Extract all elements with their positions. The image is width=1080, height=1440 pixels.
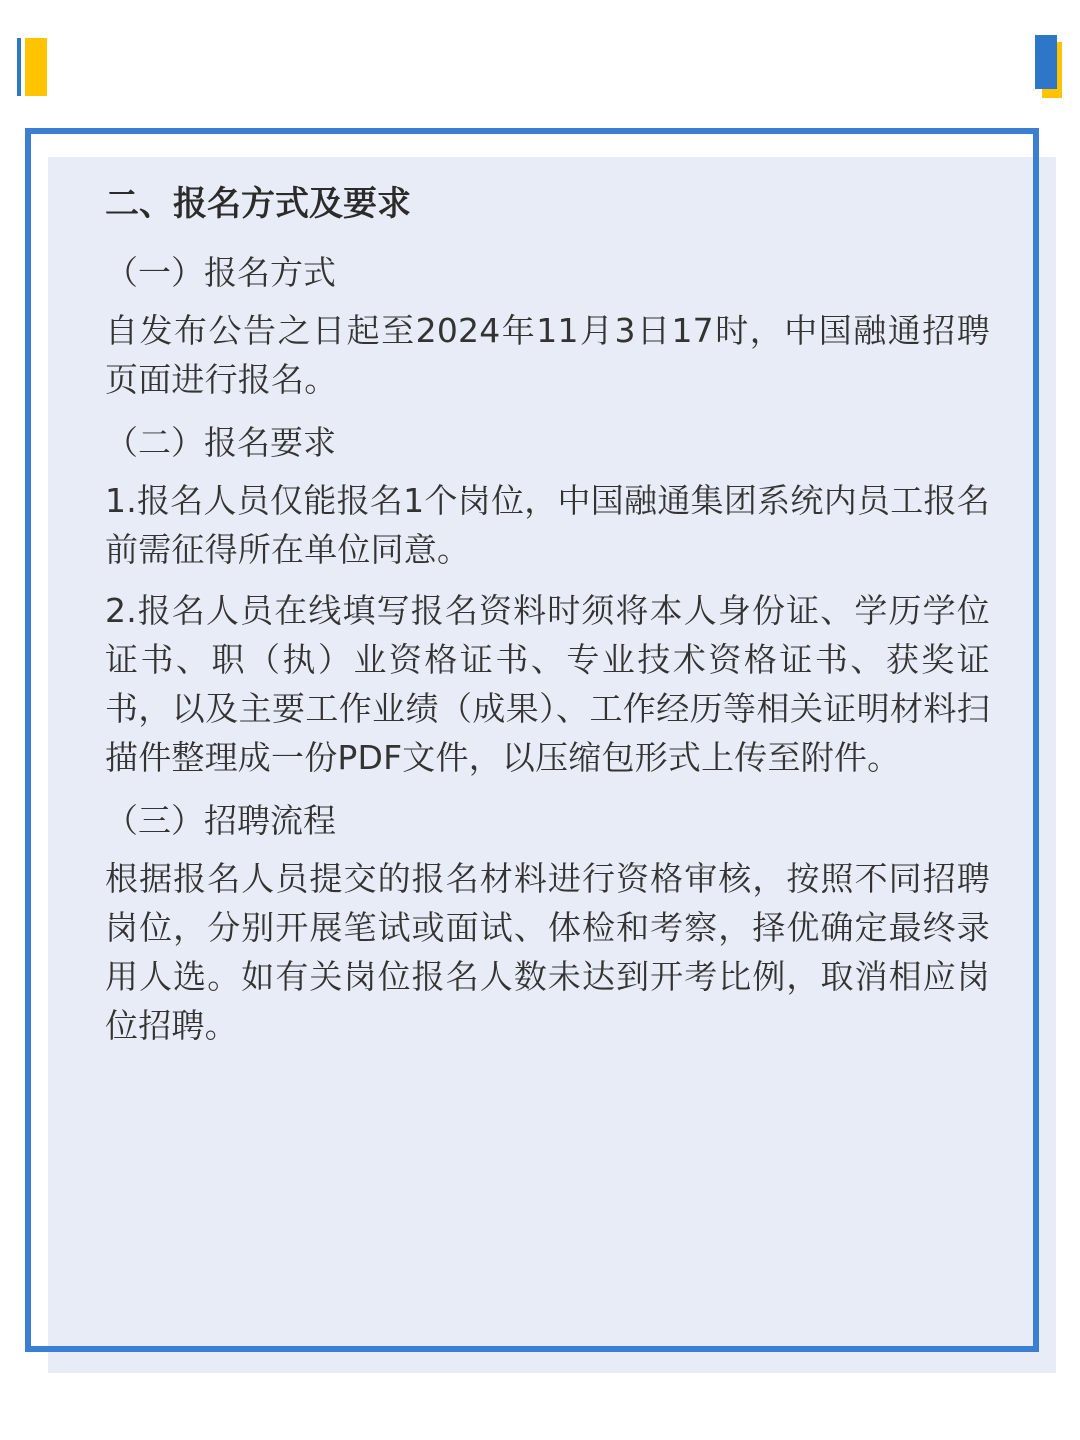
recruitment-process-text: 根据报名人员提交的报名材料进行资格审核，按照不同招聘岗位，分别开展笔试或面试、体检和考察，择优确定最终录用人选。如有关岗位报名人数未达到开考比例，取消相应岗位招聘。	[105, 859, 990, 1045]
section-title: 二、报名方式及要求	[105, 184, 411, 224]
content-area	[105, 174, 990, 1062]
decor-left-line	[17, 38, 21, 96]
decor-left-bar	[25, 38, 47, 96]
registration-method-text: 自发布公告之日起至2024年11月3日17时，中国融通招聘页面进行报名。	[105, 311, 990, 399]
subsection-title-registration-method: （一）报名方式	[105, 253, 336, 292]
requirement-item-1: 1.报名人员仅能报名1个岗位，中国融通集团系统内员工报名前需征得所在单位同意。	[105, 481, 990, 569]
decor-right-blue-block	[1035, 35, 1057, 89]
subsection-title-recruitment-process: （三）招聘流程	[105, 801, 336, 840]
subsection-title-registration-requirements: （二）报名要求	[105, 423, 336, 462]
requirement-item-2: 2.报名人员在线填写报名资料时须将本人身份证、学历学位证书、职（执）业资格证书、专业技术资格证书、获奖证书，以及主要工作业绩（成果）、工作经历等相关证明材料扫描件整理成一份PDF文件，以压缩包形式上传至附件。	[105, 591, 990, 777]
